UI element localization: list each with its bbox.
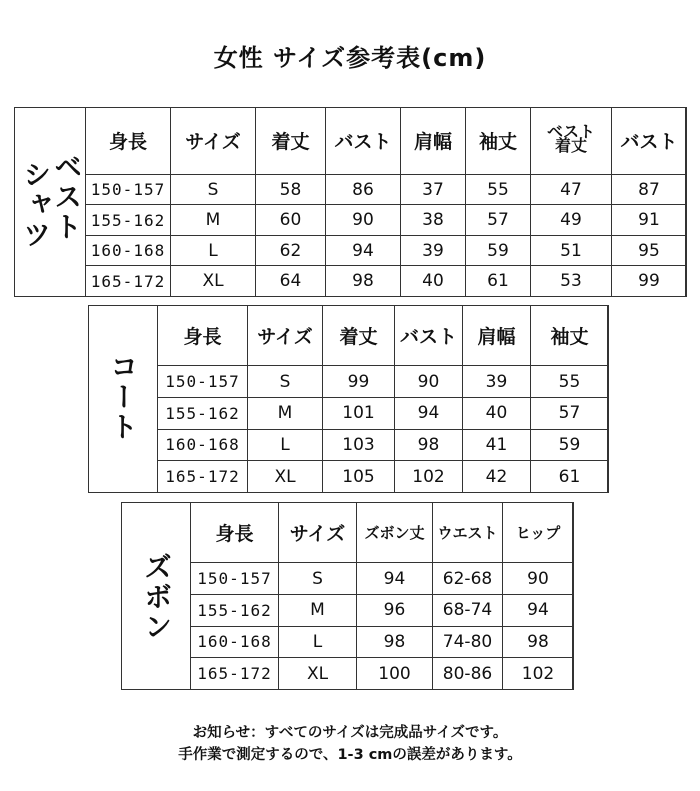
size-cell: S (279, 563, 357, 595)
table-row (158, 397, 609, 429)
table-row (191, 563, 574, 595)
size-cell: S (171, 174, 256, 205)
table-row (158, 366, 609, 398)
col-header-height: 身長 (191, 503, 279, 563)
size-cell: XL (279, 658, 357, 690)
size-cell: L (171, 235, 256, 266)
measurement-cell: 40 (401, 266, 466, 297)
measurement-cell: 98 (395, 429, 463, 461)
measurement-cell: 57 (531, 397, 609, 429)
size-cell: XL (248, 461, 323, 493)
col-header-bust: バスト (326, 108, 401, 175)
height-range-cell: 165-172 (158, 461, 248, 493)
vest-header-row (86, 108, 687, 175)
measurement-cell: 95 (612, 235, 687, 266)
height-range-cell: 160-168 (86, 235, 171, 266)
vest-label-shirt: シャツ (19, 160, 53, 250)
measurement-cell: 55 (531, 366, 609, 398)
measurement-cell: 102 (503, 658, 574, 690)
measurement-cell: 68-74 (433, 594, 503, 626)
measurement-cell: 40 (463, 397, 531, 429)
measurement-cell: 100 (357, 658, 433, 690)
measurement-cell: 55 (466, 174, 531, 205)
notice-line-1: お知らせ：すべてのサイズは完成品サイズです。 (192, 725, 508, 741)
measurement-cell: 38 (401, 205, 466, 236)
height-range-cell: 155-162 (191, 594, 279, 626)
measurement-cell: 103 (323, 429, 395, 461)
table-row (191, 658, 574, 690)
measurement-cell: 42 (463, 461, 531, 493)
measurement-cell: 94 (326, 235, 401, 266)
measurement-cell: 49 (531, 205, 612, 236)
measurement-cell: 90 (326, 205, 401, 236)
table-row (158, 461, 609, 493)
size-cell: L (279, 626, 357, 658)
measurement-cell: 74-80 (433, 626, 503, 658)
measurement-cell: 39 (401, 235, 466, 266)
measurement-cell: 94 (395, 397, 463, 429)
table-row (86, 205, 687, 236)
table-row (86, 266, 687, 297)
size-cell: M (279, 594, 357, 626)
size-cell: S (248, 366, 323, 398)
coat-label: コート (106, 352, 140, 442)
height-range-cell: 160-168 (158, 429, 248, 461)
measurement-cell: 94 (503, 594, 574, 626)
measurement-cell: 87 (612, 174, 687, 205)
table-row (86, 235, 687, 266)
col-header-length: 着丈 (256, 108, 326, 175)
measurement-cell: 105 (323, 461, 395, 493)
measurement-cell: 94 (357, 563, 433, 595)
coat-size-table (157, 305, 609, 493)
height-range-cell: 155-162 (158, 397, 248, 429)
col-header-size: サイズ (279, 503, 357, 563)
height-range-cell: 150-157 (191, 563, 279, 595)
page-title: 女性 サイズ参考表(cm) (213, 44, 487, 72)
pants-size-table (190, 502, 574, 690)
measurement-cell: 53 (531, 266, 612, 297)
measurement-cell: 90 (395, 366, 463, 398)
col-header-length: 着丈 (323, 306, 395, 366)
measurement-cell: 86 (326, 174, 401, 205)
measurement-cell: 47 (531, 174, 612, 205)
measurement-cell: 60 (256, 205, 326, 236)
table-row (191, 626, 574, 658)
measurement-cell: 59 (466, 235, 531, 266)
col-header-vest-length (531, 108, 612, 175)
measurement-cell: 96 (357, 594, 433, 626)
size-cell: L (248, 429, 323, 461)
col-header-sleeve: 袖丈 (466, 108, 531, 175)
measurement-cell: 101 (323, 397, 395, 429)
measurement-cell: 51 (531, 235, 612, 266)
col-header-hip: ヒップ (503, 503, 574, 563)
measurement-cell: 37 (401, 174, 466, 205)
height-range-cell: 160-168 (191, 626, 279, 658)
measurement-cell: 61 (466, 266, 531, 297)
measurement-cell: 57 (466, 205, 531, 236)
table-row (86, 174, 687, 205)
measurement-cell: 62 (256, 235, 326, 266)
measurement-cell: 64 (256, 266, 326, 297)
col-header-height: 身長 (86, 108, 171, 175)
measurement-cell: 98 (503, 626, 574, 658)
col-header-shoulder: 肩幅 (401, 108, 466, 175)
measurement-cell: 99 (323, 366, 395, 398)
measurement-cell: 80-86 (433, 658, 503, 690)
size-cell: M (248, 397, 323, 429)
col-header-vest-bust: バスト (612, 108, 687, 175)
measurement-cell: 99 (612, 266, 687, 297)
pants-header-row (191, 503, 574, 563)
table-row (158, 429, 609, 461)
coat-header-row (158, 306, 609, 366)
vest-length-header-text: ベスト 着丈 (546, 122, 595, 156)
col-header-size: サイズ (171, 108, 256, 175)
size-cell: M (171, 205, 256, 236)
height-range-cell: 165-172 (86, 266, 171, 297)
height-range-cell: 165-172 (191, 658, 279, 690)
vest-label-vest: ベスト (50, 152, 84, 242)
col-header-sleeve: 袖丈 (531, 306, 609, 366)
col-header-size: サイズ (248, 306, 323, 366)
measurement-cell: 102 (395, 461, 463, 493)
notice-line-2: 手作業で測定するので、1-3 cmの誤差があります。 (178, 747, 522, 763)
col-header-waist: ウエスト (433, 503, 503, 563)
measurement-cell: 90 (503, 563, 574, 595)
measurement-cell: 39 (463, 366, 531, 398)
measurement-cell: 91 (612, 205, 687, 236)
measurement-cell: 41 (463, 429, 531, 461)
height-range-cell: 150-157 (158, 366, 248, 398)
col-header-shoulder: 肩幅 (463, 306, 531, 366)
pants-label: ズボン (140, 552, 174, 642)
height-range-cell: 155-162 (86, 205, 171, 236)
measurement-cell: 62-68 (433, 563, 503, 595)
height-range-cell: 150-157 (86, 174, 171, 205)
measurement-cell: 58 (256, 174, 326, 205)
measurement-cell: 98 (357, 626, 433, 658)
measurement-cell: 61 (531, 461, 609, 493)
col-header-bust: バスト (395, 306, 463, 366)
col-header-pants-length: ズボン丈 (357, 503, 433, 563)
col-header-height: 身長 (158, 306, 248, 366)
vest-size-table (85, 107, 687, 297)
size-cell: XL (171, 266, 256, 297)
measurement-cell: 98 (326, 266, 401, 297)
table-row (191, 594, 574, 626)
measurement-cell: 59 (531, 429, 609, 461)
